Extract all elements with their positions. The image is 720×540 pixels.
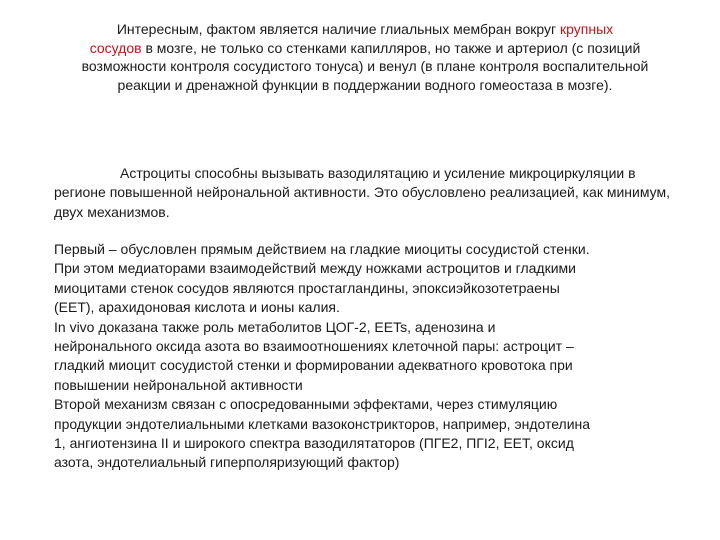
mechanism-line: При этом медиаторами взаимодействий между ножками астроцитов и гладкими: [54, 260, 576, 277]
astrocyte-text: Астроциты способны вызывать вазодилятацию и усиление микроциркуляции в регионе повышенной нейрональной активности. Это обусловлено реализацией, как минимум, двух механизмов.: [54, 165, 670, 220]
mechanism-line: гладкий миоцит сосудистой стенки и формировании адекватного кровотока при: [54, 357, 573, 374]
astrocyte-paragraph: [54, 164, 690, 222]
mechanism-line: азота, эндотелиальный гиперполяризующий фактор): [54, 454, 400, 471]
mechanism-line: продукции эндотелиальными клетками вазоконстрикторов, например, эндотелина: [54, 415, 591, 432]
mechanism-line: (ЕЕТ), арахидоновая кислота и ионы калия.: [54, 299, 340, 316]
highlight-large: крупных: [560, 21, 614, 37]
mechanism-line: повышении нейрональной активности: [54, 376, 303, 393]
mechanism-line: Первый – обусловлен прямым действием на гладкие миоциты сосудистой стенки.: [54, 241, 590, 257]
intro-paragraph: [60, 20, 670, 94]
highlight-vessels: сосудов: [89, 39, 142, 56]
intro-text-b: в мозге, не только со стенками капилляров, но также и артериол (с позиций возможности контроля сосудистого тонуса) и венул (в плане контроля воспалительной реакции и дренажной функции в поддержании водного гомеостаза в мозге).: [81, 39, 649, 93]
mechanism-line: нейронального оксида азота во взаимоотношениях клеточной пары: астроцит –: [54, 338, 574, 355]
mechanism-line: In vivo доказана также роль метаболитов ЦОГ-2, EETs, аденозина и: [54, 318, 496, 335]
mechanism-line: Второй механизм связан с опосредованными эффектами, через стимуляцию: [54, 396, 558, 413]
mechanism-line: 1, ангиотензина II и широкого спектра вазодилятаторов (ПГЕ2, ПГI2, ЕЕТ, оксид: [54, 435, 574, 452]
mechanism-line: миоцитами стенок сосудов являются простагландины, эпоксиэйкозотетраены: [54, 279, 560, 296]
intro-text-a: Интересным, фактом является наличие глиальных мембран вокруг: [116, 21, 561, 37]
mechanisms-paragraph: [54, 240, 690, 473]
